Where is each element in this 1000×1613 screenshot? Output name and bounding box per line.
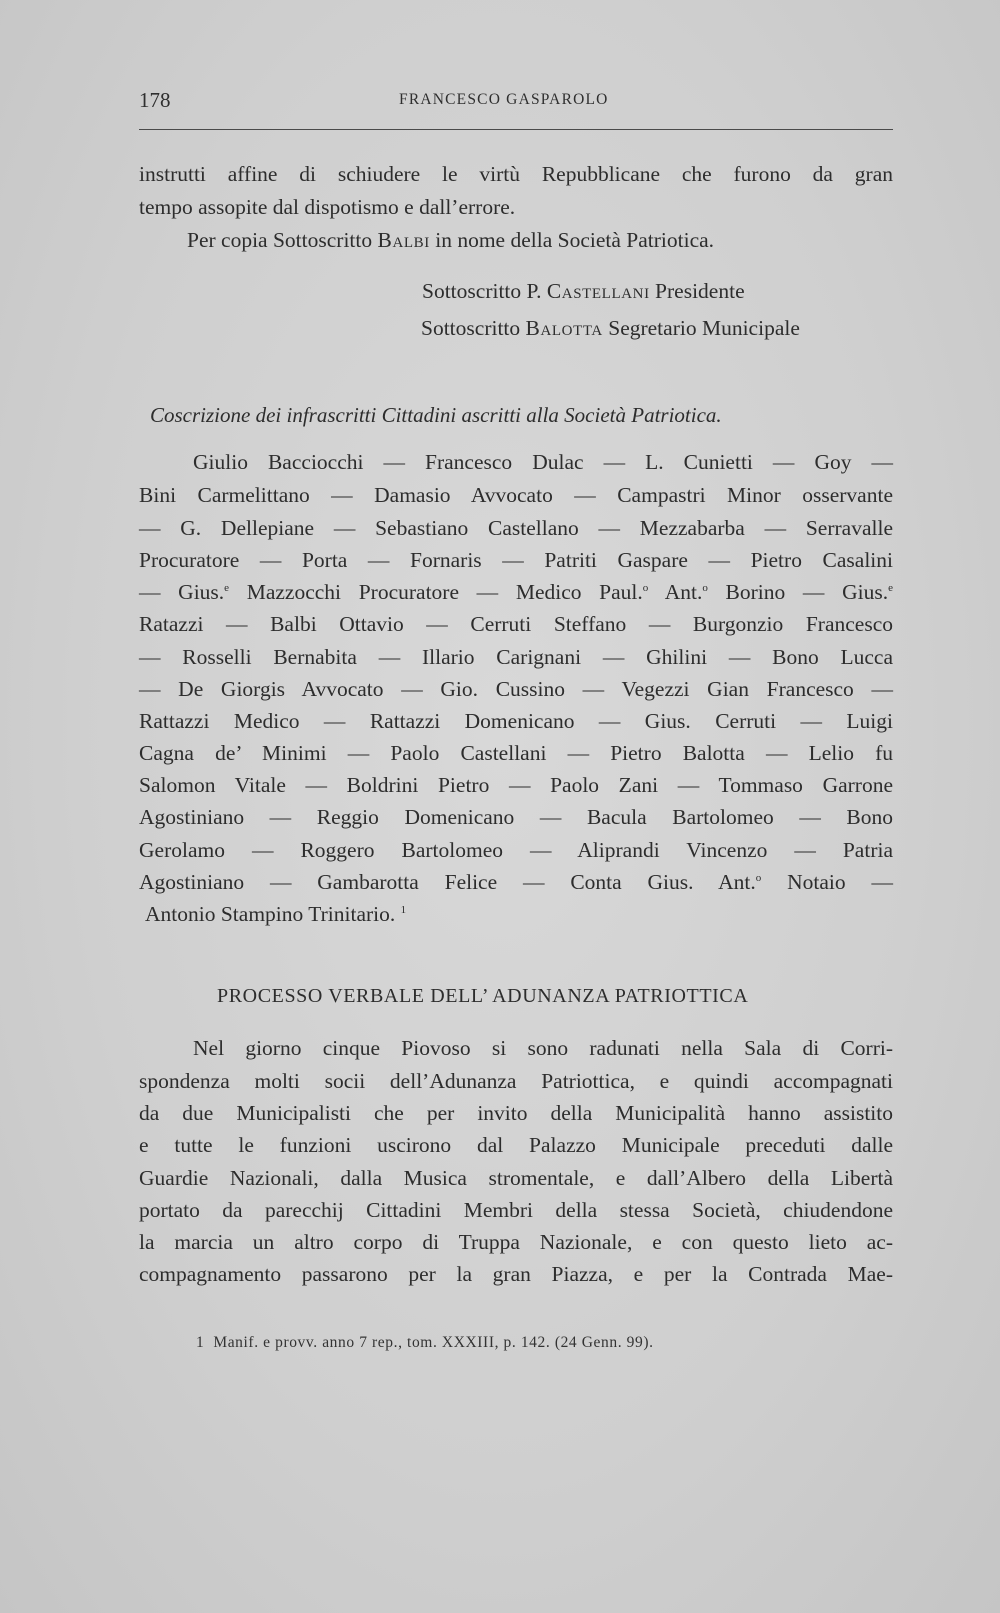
names-line: Bini Carmelittano — Damasio Avvocato — Campastri Minor osservante <box>139 483 893 507</box>
body-line: spondenza molti socii dell’Adunanza Patriottica, e quindi accompagnati <box>139 1069 893 1093</box>
signer-name: Castellani <box>546 279 650 303</box>
names-line: Rattazzi Medico — Rattazzi Domenicano — Gius. Cerruti — Luigi <box>139 709 893 733</box>
intro-line: tempo assopite dal dispotismo e dall’errore. <box>139 195 516 219</box>
names-line: Agostiniano — Reggio Domenicano — Bacula Bartolomeo — Bono <box>139 805 893 829</box>
footnote-text: Manif. e provv. anno 7 rep., tom. XXXIII, p. 142. (24 Genn. 99). <box>213 1334 654 1351</box>
intro-line: instrutti affine di schiudere le virtù Repubblicane che furono da gran <box>139 162 893 186</box>
intro-line: Per copia Sottoscritto Balbi in nome della Società Patriotica. <box>187 228 715 252</box>
page-header <box>139 88 893 118</box>
footnote-marker: 1 <box>196 1334 205 1351</box>
names-line: — De Giorgis Avvocato — Gio. Cussino — Vegezzi Gian Francesco — <box>139 677 893 701</box>
body-line: Nel giorno cinque Piovoso si sono radunati nella Sala di Corri- <box>193 1036 893 1060</box>
footnote <box>196 1334 654 1352</box>
body-line: e tutte le funzioni uscirono dal Palazzo Municipale preceduti dalle <box>139 1133 893 1157</box>
footnote-ref: 1 <box>400 904 407 916</box>
names-line: Cagna de’ Minimi — Paolo Castellani — Pietro Balotta — Lelio fu <box>139 741 893 765</box>
section-heading: PROCESSO VERBALE DELL’ ADUNANZA PATRIOTTICA <box>217 985 749 1007</box>
body-line: la marcia un altro corpo di Truppa Nazionale, e con questo lieto ac- <box>139 1230 893 1254</box>
signature-line: Sottoscritto P. Castellani Presidente <box>422 279 745 303</box>
running-head: FRANCESCO GASPAROLO <box>399 91 609 108</box>
names-line: — Rosselli Bernabita — Illario Carignani — Ghilini — Bono Lucca <box>139 645 893 669</box>
signer-name: Balotta <box>525 316 603 340</box>
names-line: — G. Dellepiane — Sebastiano Castellano — Mezzabarba — Serravalle <box>139 516 893 540</box>
signature-line: Sottoscritto Balotta Segretario Municipale <box>421 316 800 340</box>
page-number: 178 <box>139 88 171 112</box>
names-line: Gerolamo — Roggero Bartolomeo — Aliprandi Vincenzo — Patria <box>139 838 893 862</box>
names-line: Salomon Vitale — Boldrini Pietro — Paolo Zani — Tommaso Garrone <box>139 773 893 797</box>
body-line: portato da parecchij Cittadini Membri della stessa Società, chiudendone <box>139 1198 893 1222</box>
names-line: — Gius.$^e$ Mazzocchi Procuratore — Medico Paul.$^o$ Ant.$^o$ Borino — Gius.$^e$ <box>139 580 893 604</box>
body-line: Guardie Nazionali, dalla Musica stromentale, e dall’Albero della Libertà <box>139 1166 893 1190</box>
body-line: da due Municipalisti che per invito della Municipalità hanno assistito <box>139 1101 893 1125</box>
names-line: Antonio Stampino Trinitario. $^1$ <box>145 902 407 926</box>
body-line: compagnamento passarono per la gran Piazza, e per la Contrada Mae- <box>139 1262 893 1286</box>
names-line: Procuratore — Porta — Fornaris — Patriti Gaspare — Pietro Casalini <box>139 548 893 572</box>
names-line: Giulio Bacciocchi — Francesco Dulac — L. Cunietti — Goy — <box>193 450 893 474</box>
list-title: Coscrizione dei infrascritti Cittadini ascritti alla Società Patriotica. <box>150 403 722 427</box>
names-line: Ratazzi — Balbi Ottavio — Cerruti Steffano — Burgonzio Francesco <box>139 612 893 636</box>
header-rule <box>139 129 893 130</box>
signer-name: Balbi <box>377 228 430 252</box>
names-line: Agostiniano — Gambarotta Felice — Conta Gius. Ant.$^o$ Notaio — <box>139 870 893 894</box>
